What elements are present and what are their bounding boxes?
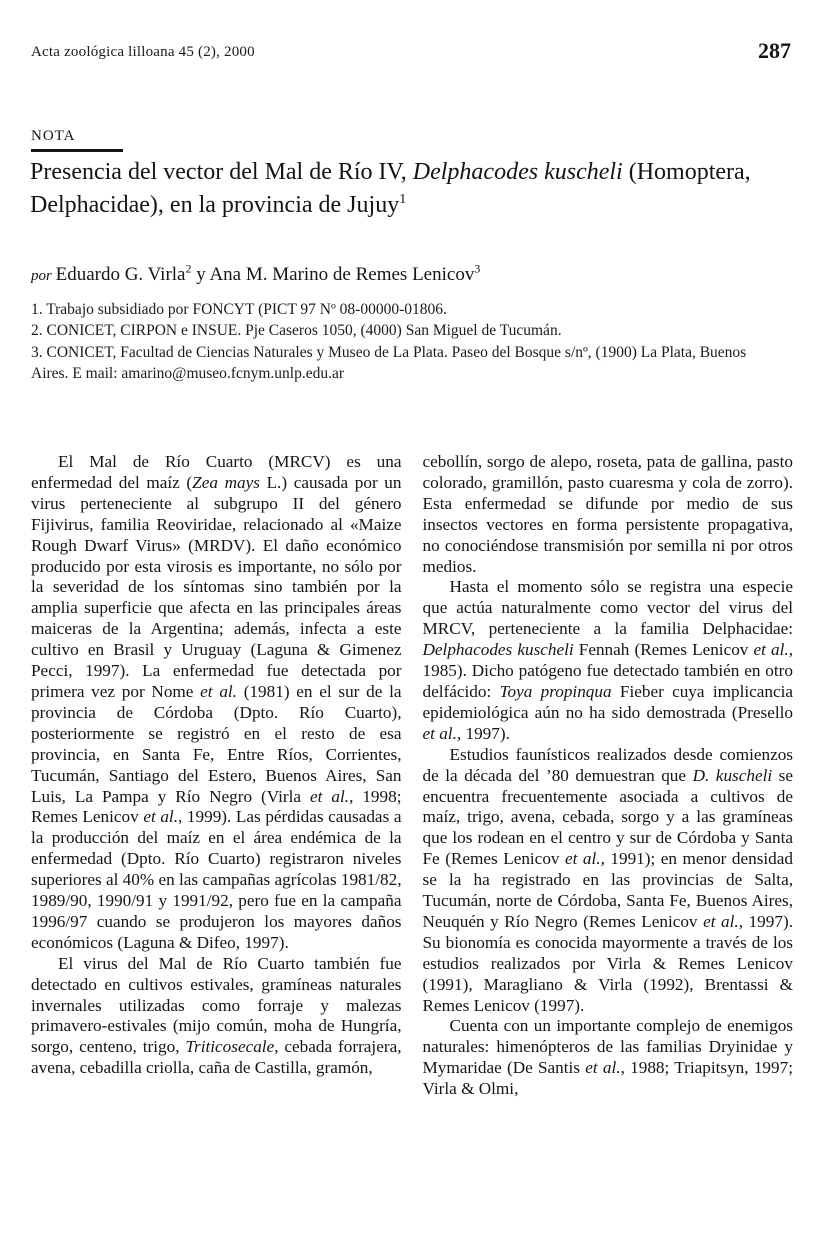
italic-text: Triticosecale	[185, 1037, 275, 1057]
superscript: 1	[399, 192, 407, 207]
text-run: , 1999). Las pérdidas causadas a la producción del maíz en el área endémica de la enfermedad (Dpto. Río Cuarto) registraron niveles superiores al 40% en las campañas agrícolas 1981/82, 1989/90, 1990/91 y 1991/92, pero fue en la campaña 1996/97 cuando se produjeron los mayores daños económicos (Laguna & Difeo, 1997).	[31, 807, 402, 952]
text-run: Fieber cuya implicancia epidemiológica aún no ha sido demostrada (Presello	[422, 681, 794, 722]
footnotes-block	[31, 299, 786, 384]
page-number: 287	[758, 38, 791, 63]
text-run: , 1997).	[456, 723, 510, 743]
text-run: (Homoptera, Delphacidae), en la provincia de Jujuy	[30, 159, 751, 218]
paragraph	[31, 452, 402, 954]
italic-text: Toya propinqua	[499, 681, 612, 701]
footnote: 3. CONICET, Facultad de Ciencias Naturales y Museo de La Plata. Paseo del Bosque s/nº, (1900) La Plata, Buenos Aires. E mail: amarino@museo.fcnym.unlp.edu.ar	[31, 343, 747, 382]
author-byline	[31, 261, 731, 286]
paragraph	[423, 745, 794, 1017]
text-run: Presencia del vector del Mal de Río IV,	[30, 159, 413, 185]
italic-text: Zea mays	[192, 472, 260, 492]
italic-text: et al.	[565, 849, 601, 869]
text-run: L.) causada por un virus perteneciente al subgrupo II del género Fijivirus, familia Reoviridae, relacionado al «Maize Rough Dwarf Virus» (MRDV). El daño económico producido por esta virosis es importante, no sólo por la severidad de los síntomas sino también por la amplia superficie que afecta en las principales áreas maiceras de la Argentina; además, infecta a este cultivo en Brasil y Uruguay (Laguna & Gimenez Pecci, 1997). La enfermedad fue detectada por primera vez por Nome	[31, 472, 402, 701]
paragraph	[31, 954, 402, 1079]
italic-text: por	[31, 268, 56, 284]
text-run: , 1988; Triapitsyn, 1997; Virla & Olmi,	[422, 1058, 793, 1099]
text-run: , 1991); en menor densidad se la ha registrado en las provincias de Salta, Tucumán, norte de Córdoba, Santa Fe, Buenos Aires, Neuquén y Río Negro (Remes Lenicov	[422, 849, 793, 931]
italic-text: et al.	[753, 640, 789, 660]
text-run: se encuentra frecuentemente asociada a cultivos de maíz, trigo, avena, cebada, sorgo y a las gramíneas que los rodean en el centro y sur de Córdoba y Santa Fe (Remes Lenicov	[422, 765, 793, 869]
superscript: 3	[474, 261, 481, 276]
italic-text: D. kuscheli	[692, 765, 773, 785]
italic-text: Delphacodes kuscheli	[412, 159, 623, 185]
text-run: y Ana M. Marino de Remes Lenicov	[191, 264, 475, 285]
italic-text: et al.	[143, 807, 178, 827]
section-underline-rule	[31, 149, 123, 152]
text-run: Estudios faunísticos realizados desde comienzos de la década del ’80 demuestran que	[422, 744, 793, 785]
article-title	[30, 156, 775, 222]
text-run: , 1997). Su bionomía es conocida mayormente a través de los estudios realizados por Virla & Remes Lenicov (1991), Maragliano & Virla (1992), Brentassi & Remes Lenicov (1997).	[422, 911, 793, 1015]
footnote: 1. Trabajo subsidiado por FONCYT (PICT 97 Nº 08-00000-01806.	[31, 301, 447, 318]
journal-header: Acta zoológica lilloana 45 (2), 2000	[31, 44, 255, 60]
italic-text: et al.	[703, 911, 739, 931]
text-run: (1981) en el sur de la provincia de Córdoba (Dpto. Río Cuarto), posteriormente se registró en el resto de esa provincia, en Santa Fe, Entre Ríos, Corrientes, Tucumán, Santiago del Estero, Buenos Aires, San Luis, La Pampa y Río Negro (Virla	[31, 681, 402, 806]
italic-text: et al.	[422, 723, 457, 743]
text-run: cebollín, sorgo de alepo, roseta, pata de gallina, pasto colorado, gramillón, pasto cuaresma y cola de zorro). Esta enfermedad se difunde por medio de sus insectos vectores en forma persistente propagativa, no conociéndose transmisión por semilla ni por otros medios.	[422, 452, 793, 576]
paragraph	[423, 452, 794, 577]
text-run: Eduardo G. Virla	[55, 264, 186, 285]
body-columns	[31, 452, 793, 1100]
section-label: NOTA	[31, 128, 76, 144]
text-run: Hasta el momento sólo se registra una especie que actúa naturalmente como vector del virus del MRCV, perteneciente a la familia Delphacidae:	[422, 577, 793, 639]
paragraph	[423, 577, 794, 744]
left-column	[31, 452, 402, 1100]
text-run: , 1998; Remes Lenicov	[31, 786, 402, 827]
italic-text: et al.	[200, 681, 237, 701]
paragraph	[423, 1016, 794, 1100]
text-run: Fennah (Remes Lenicov	[573, 640, 754, 660]
superscript: 2	[185, 261, 192, 276]
italic-text: Delphacodes kuscheli	[422, 640, 574, 660]
italic-text: et al.	[310, 786, 350, 806]
italic-text: et al.	[585, 1058, 621, 1078]
text-run: Cuenta con un importante complejo de enemigos naturales: himenópteros de las familias Dryinidae y Mymaridae (De Santis	[422, 1016, 793, 1078]
text-run: El Mal de Río Cuarto (MRCV) es una enfermedad del maíz (	[31, 452, 402, 492]
footnote: 2. CONICET, CIRPON e INSUE. Pje Caseros 1050, (4000) San Miguel de Tucumán.	[31, 322, 562, 340]
text-run: , 1985). Dicho patógeno fue detectado también en otro delfácido:	[422, 640, 793, 701]
text-run: , cebada forrajera, avena, cebadilla criolla, caña de Castilla, gramón,	[31, 1037, 402, 1078]
text-run: El virus del Mal de Río Cuarto también fue detectado en cultivos estivales, gramíneas naturales invernales utilizadas como forraje y malezas primavero-estivales (mijo común, moha de Hungría, sorgo, centeno, trigo,	[31, 953, 402, 1057]
right-column	[423, 452, 794, 1100]
